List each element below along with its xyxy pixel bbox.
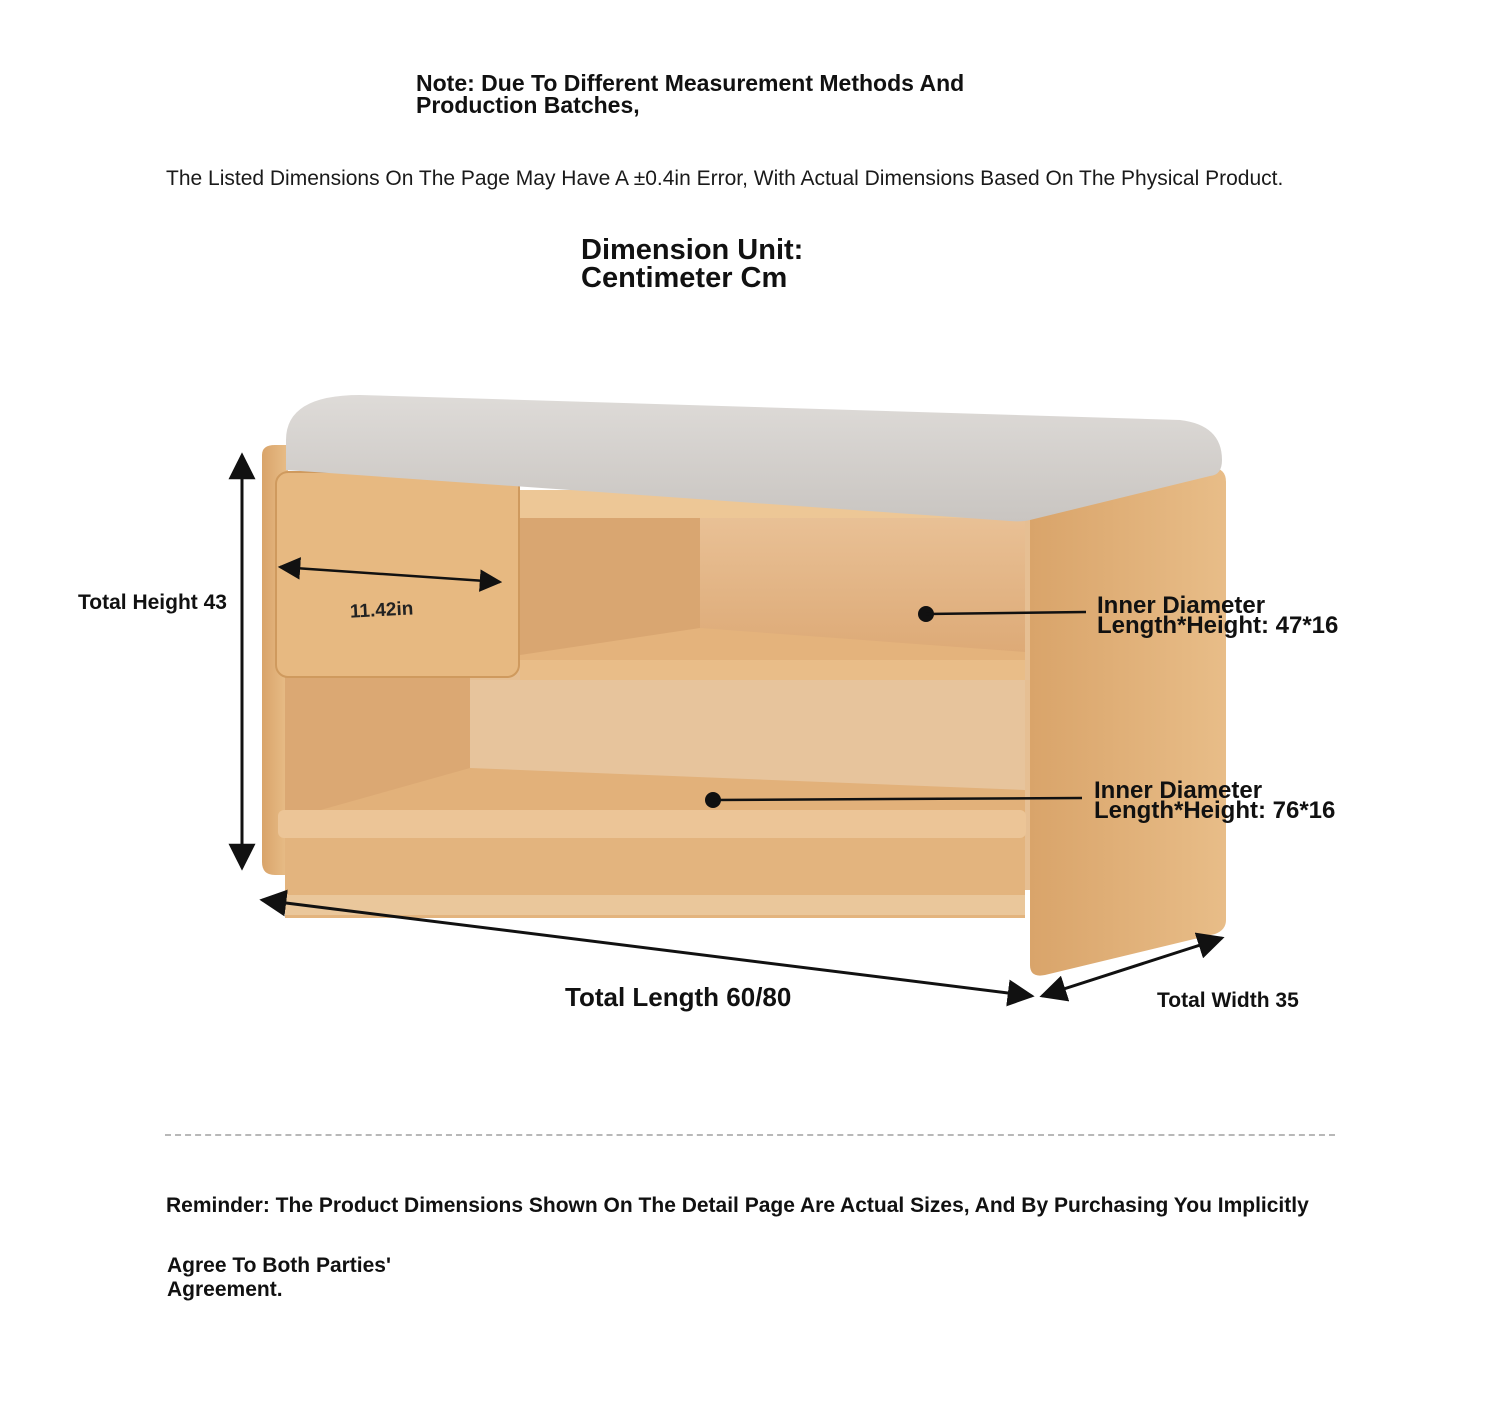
total-height-label: Total Height 43 — [78, 591, 227, 614]
total-width-label: Total Width 35 — [1157, 989, 1299, 1012]
upper-inner-dimension-label: Inner Diameter Length*Height: 47*16 — [1097, 592, 1339, 639]
right-side-panel — [1030, 468, 1226, 976]
dimension-unit-title: Dimension Unit: Centimeter Cm — [581, 234, 804, 294]
tolerance-text: The Listed Dimensions On The Page May Have A ±0.4in Error, With Actual Dimensions Based On The Physical Product. — [166, 167, 1284, 190]
total-length-label: Total Length 60/80 — [565, 982, 792, 1012]
note-text: Note: Due To Different Measurement Methods And Production Batches, — [416, 70, 965, 118]
reminder-text-continued: Agree To Both Parties' Agreement. — [167, 1254, 391, 1301]
bottom-shelf — [278, 810, 1026, 838]
reminder-text: Reminder: The Product Dimensions Shown On The Detail Page Are Actual Sizes, And By Purchasing You Implicitly — [166, 1194, 1309, 1217]
lower-inner-dimension-label: Inner Diameter Length*Height: 76*16 — [1094, 777, 1336, 824]
dashed-divider — [165, 1134, 1335, 1136]
drawer-width-label: 11.42in — [349, 598, 414, 623]
